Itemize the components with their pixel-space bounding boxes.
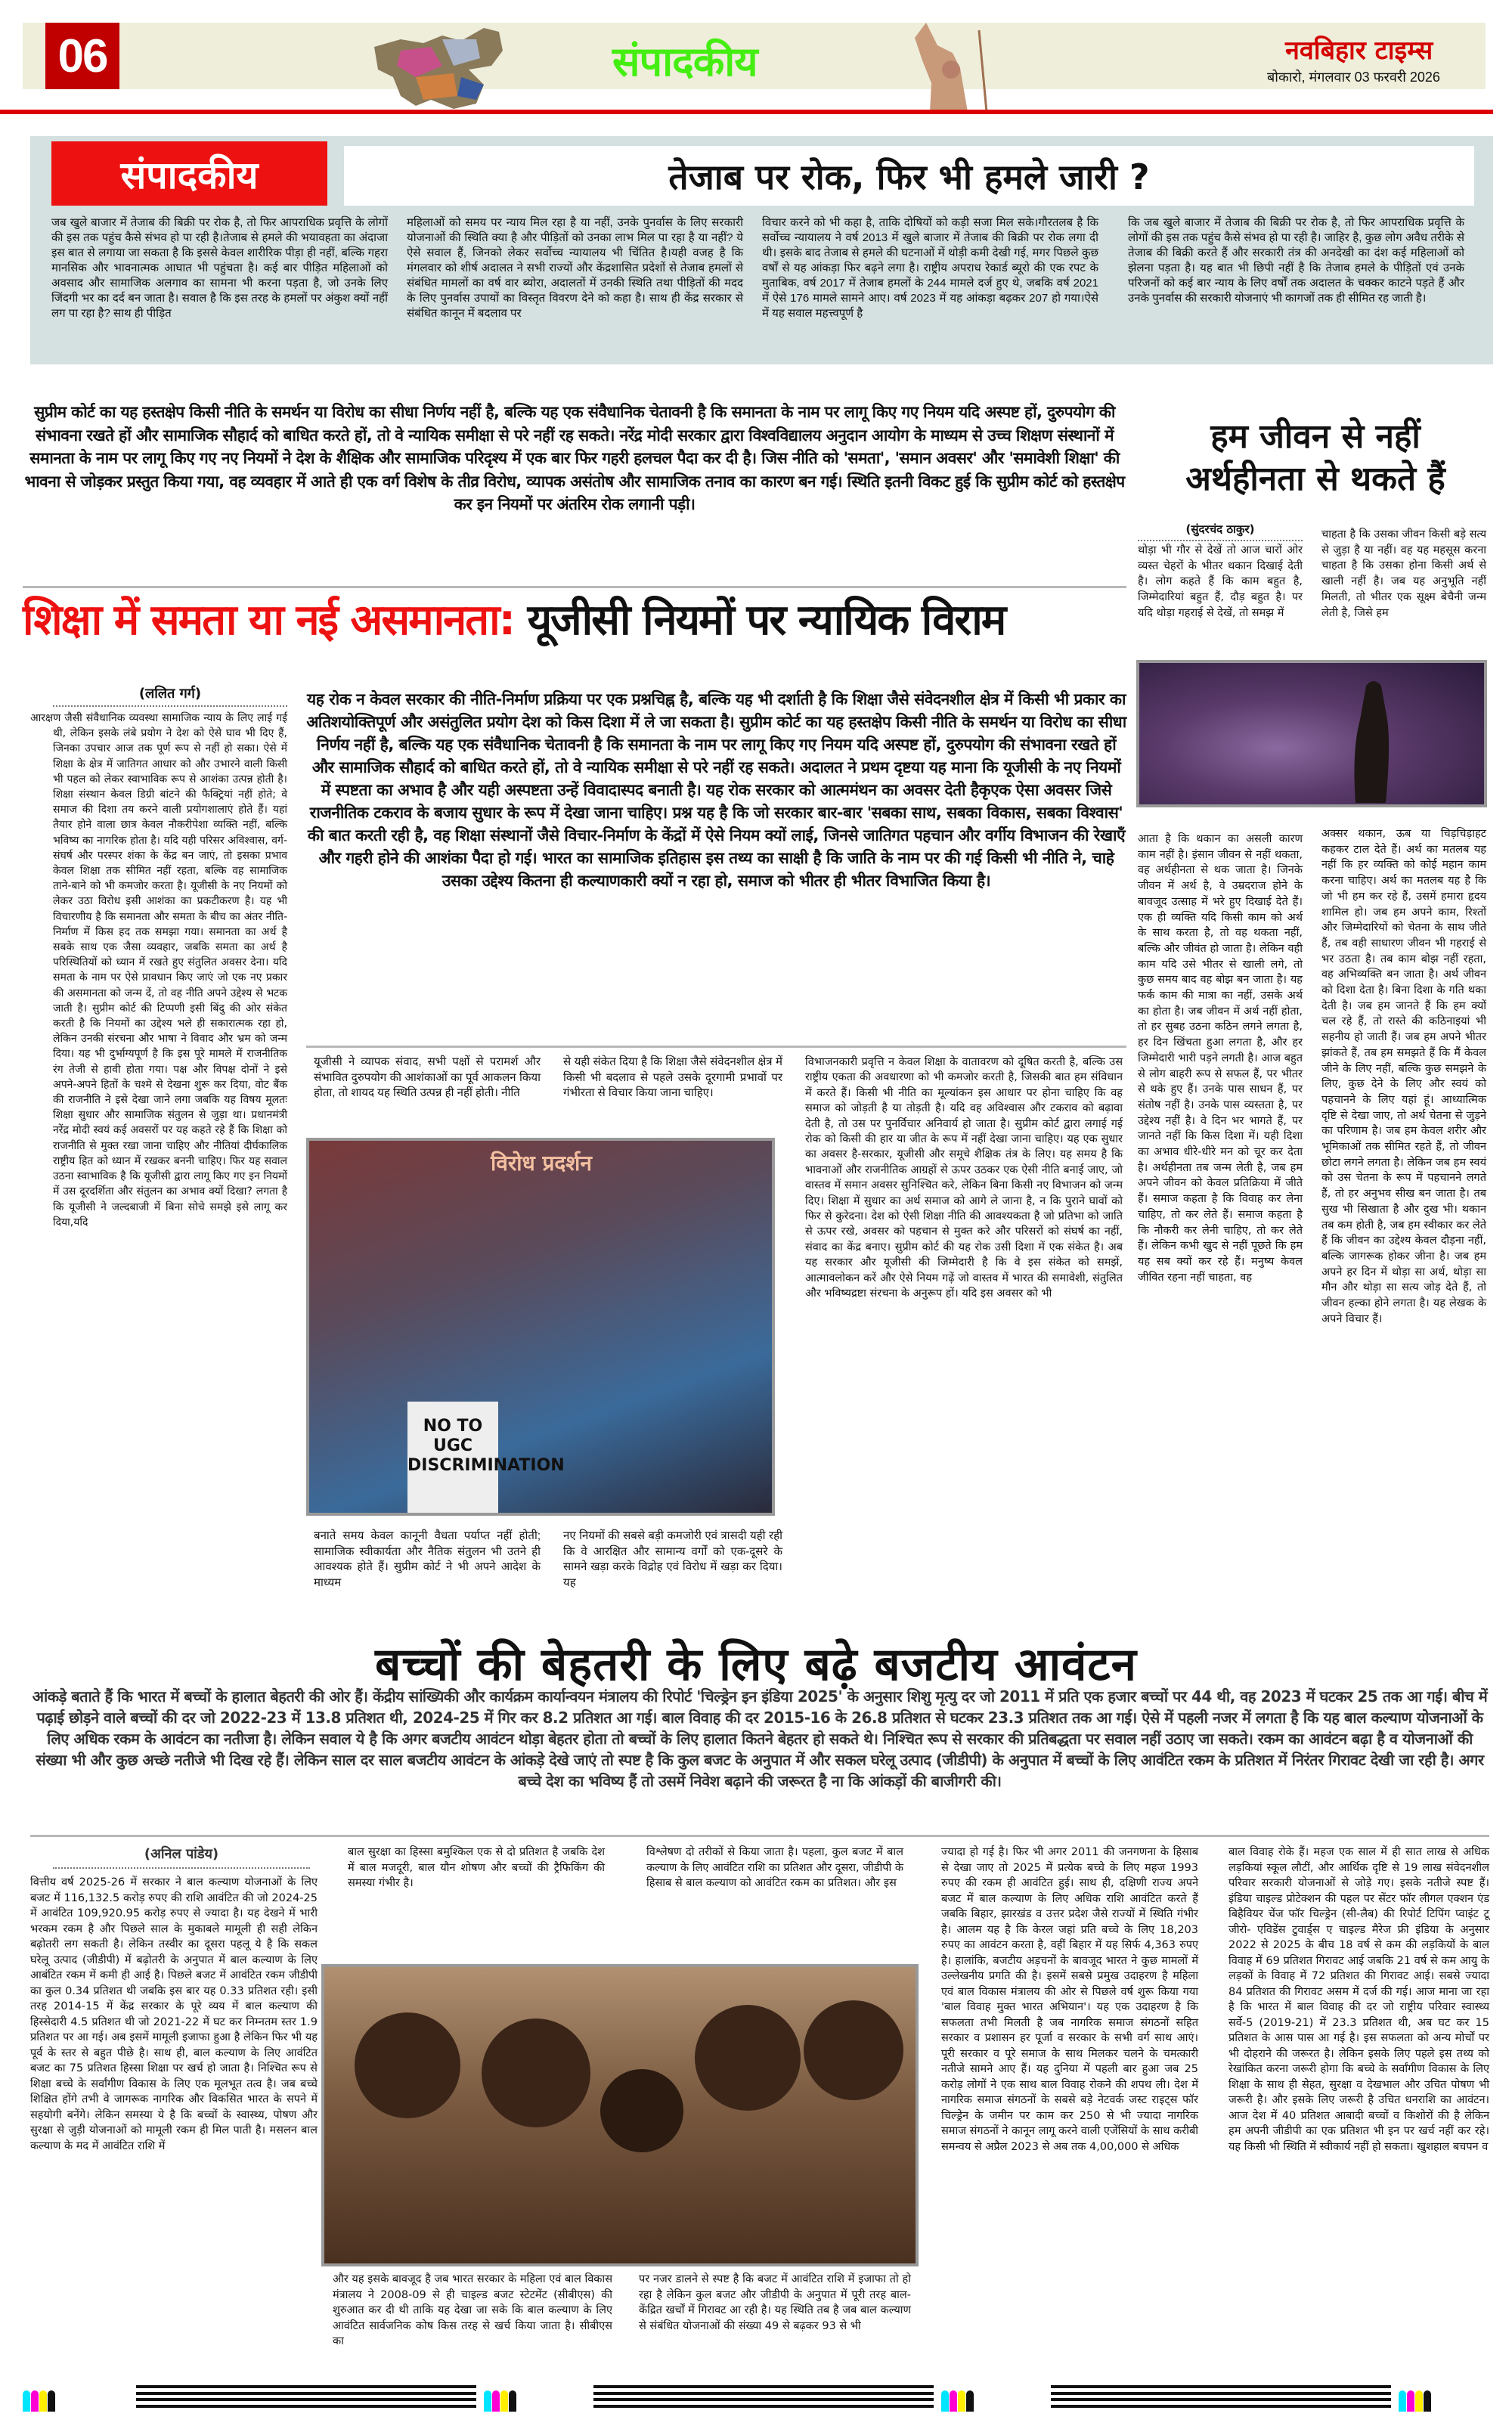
black-swatch — [1424, 2390, 1431, 2412]
protest-photo — [306, 1138, 775, 1516]
editorial-headline-box — [344, 146, 1474, 206]
ugc-right-column: विभाजनकारी प्रवृत्ति न केवल शिक्षा के वातावरण को दूषित करती है, बल्कि उस राष्ट्रीय एकता की अवधारणा को भी कमजोर करती है, जिसकी बात हम संविधान में करते हैं। किसी भी नीति का मूल्यांकन इस आधार पर होना चाहिए कि वह समाज को जोड़ती है या तोड़ती है। यदि वह अविश्वास और टकराव को बढ़ावा देती है, तो उस पर पुनर्विचार अनिवार्य हो जाता है। सुप्रीम कोर्ट द्वारा लगाई गई रोक को किसी की हार या जीत के रूप में नहीं देखा जाना चाहिए। यह एक सुधार का अवसर है-सरकार, यूजीसी और समूचे शैक्षिक तंत्र के लिए। यह समय है कि भावनाओं और राजनीतिक आग्रहों से ऊपर उठकर एक ऐसी नीति बनाई जाए, जो वास्तव में समान अवसर सुनिश्चित करे, लेकिन बिना किसी नए विभाजन को जन्म दिए। शिक्षा में सुधार का अर्थ समाज को आगे ले जाना है, न कि पुराने घावों को फिर से कुरेदना। देश को ऐसी शिक्षा नीति की आवश्यकता है जो प्रतिभा को जाति से ऊपर रखे, अवसर को पहचान से मुक्त करे और परिसरों को संघर्ष का नहीं, संवाद का केंद्र बनाए। सुप्रीम कोर्ट की यह रोक उसी दिशा में एक संकेत है। अब यह सरकार और यूजीसी की जिम्मेदारी है कि वे इस संकेत को समझें, आत्मावलोकन करें और ऐसे नियम गढ़ें जो वास्तव में भारत की समावेशी, संतुलित और भविष्यद्रष्टा संरचना के अनुरूप हों। यदि इस अवसर को भी — [805, 1056, 1123, 1300]
budget-column-1: वित्तीय वर्ष 2025-26 में सरकार ने बाल कल्याण योजनाओं के लिए बजट में 116,132.5 करोड़ रुपए की राशि आवंटित की जो 2024-25 में आवंटित 109,920.95 करोड़ रुपए से ज्यादा है। यह देखने में भारी भरकम रकम है और पिछले साल के मुकाबले मामूली ही सही लेकिन बढ़ोतरी लग सकती है। लेकिन तस्वीर का दूसरा पहलू ये है कि सकल घरेलू उत्पाद (जीडीपी) में बढ़ोतरी के अनुपात में बाल कल्याण के लिए आबंटित रकम में कमी ही आई है। पिछले बजट में आवंटित रकम जीडीपी का कुल 0.34 प्रतिशत थी जबकि इस बार यह 0.33 प्रतिशत रही। इसी तरह 2014-15 में केंद्र सरकार के पूरे व्यय में बाल कल्याण की हिस्सेदारी 4.5 प्रतिशत थी जो 2021-22 में घट कर निम्नतम स्तर 1.9 प्रतिशत पर आ गई। अब इसमें मामूली इजाफा हुआ है लेकिन फिर भी यह पूर्व के स्तर से बहुत पीछे है। साथ ही, बाल कल्याण के लिए आवंटित बजट का 75 प्रतिशत हिस्सा शिक्षा पर खर्च हो जाता है। निश्चित रूप से शिक्षा बच्चे के सर्वांगीण विकास के लिए एक मूलभूत तत्व है। जब बच्चे शिक्षित होंगे तभी वे जागरूक नागरिक और विकसित भारत के सपने में सहयोगी बनेंगे। लेकिन समस्या ये है कि बच्चों के स्वास्थ्य, पोषण और सुरक्षा से जुड़ी योजनाओं को मामूली रकम ही मिल पाती है। मसलन बाल कल्याण के मद में आवंटित राशि में — [30, 1876, 318, 2152]
cyan-swatch — [23, 2390, 30, 2412]
ugc-mid-column-1-top: यूजीसी ने व्यापक संवाद, सभी पक्षों से परामर्श और संभावित दुरुपयोग की आशंकाओं का पूर्व आकलन किया होता, तो शायद यह स्थिति उत्पन्न ही नहीं होती। नीति — [314, 1055, 541, 1099]
dateline: बोकारो, मंगलवार 03 फरवरी 2026 — [1267, 70, 1440, 85]
registration-lines — [1051, 2385, 1391, 2408]
meaning-column-2-top: चाहता है कि उसका जीवन किसी बड़े सत्य से जुड़ा है या नहीं। वह यह महसूस करना चाहता है कि उसका होना किसी अर्थ से खाली नहीं है। जब यह अनुभूति नहीं मिलती, तो भीतर एक सूक्ष्म बेचैनी जन्म लेती है, जिसे हम — [1321, 528, 1486, 619]
masthead-rule — [0, 110, 1493, 114]
budget-intro: आंकड़े बताते हैं कि भारत में बच्चों के हालात बेहतरी की ओर हैं। केंद्रीय सांख्यिकी और कार्यक्रम कार्यान्वयन मंत्रालय की रिपोर्ट 'चिल्ड्रेन इन इंडिया 2025' के अनुसार शिशु मृत्यु दर जो 2011 में प्रति एक हजार बच्चों पर 44 थी, वह 2023 में घटकर 25 तक आ गई। बीच में पढ़ाई छोड़ने वाले बच्चों की दर जो 2022-23 में 13.8 प्रतिशत थी, 2024-25 में गिर कर 8.2 प्रतिशत आ गई। बाल विवाह की दर 2015-16 के 26.8 प्रतिशत से घटकर 23.3 प्रतिशत तक आ गई। ऐसे में पहली नजर में लगता है कि यह बाल कल्याण योजनाओं के लिए अधिक रकम के आवंटन का नतीजा है। लेकिन सवाल ये है कि अगर बजटीय आवंटन थोड़ा बेहतर होता तो बच्चों के लिए हालात कितने बेहतर हो सकते थे। निश्चित रूप से सरकार की प्रतिबद्धता पर सवाल नहीं उठाए जा सकते। रकम का आवंटन बढ़ा है व योजनाओं की संख्या भी और कुछ अच्छे नतीजे भी दिख रहे हैं। लेकिन साल दर साल बजटीय आवंटन के आंकड़े देखे जाएं तो स्पष्ट है कि कुल बजट के अनुपात में और सकल घरेलू उत्पाद (जीडीपी) के अनुपात में बच्चों के लिए आवंटित रकम के प्रतिशत में निरंतर गिरावट देखी जा रही है। अगर बच्चे देश का भविष्य हैं तो उसमें निवेश बढ़ाने की जरूरत है ना कि आंकड़ों की बाजीगरी की। — [32, 1687, 1488, 1790]
budget-byline: (अनिल पांडेय) — [53, 1845, 310, 1869]
divider — [23, 586, 1126, 588]
yellow-swatch — [39, 2390, 47, 2412]
meaning-headline — [1134, 416, 1497, 500]
ugc-mid-column-2-bottom: नए नियमों की सबसे बड़ी कमजोरी एवं त्रासदी यही रही कि वे आरक्षित और सामान्य वर्गों को एक-दूसरे के सामने खड़ा करके विद्रोह एवं विरोध में खड़ा कर दिया। यह — [563, 1529, 782, 1589]
man-gazing-galaxy-illustration — [1136, 660, 1487, 807]
registration-lines — [136, 2385, 476, 2408]
editorial-badge: संपादकीय — [51, 141, 327, 206]
editorial-column-3: विचार करने को भी कहा है, ताकि दोषियों को कड़ी सजा मिल सके।गौरतलब है कि सर्वोच्च न्यायालय ने वर्ष 2013 में खुले बाजार में तेजाब की बिक्री पर रोक लगा दी थी। इसके बाद तेजाब से हमले की घटनाओं में थोड़ी कमी देखी गई, मगर पिछले कुछ वर्षों से यह आंकड़ा फिर बढ़ने लगा है। राष्ट्रीय अपराध रेकार्ड ब्यूरो की एक रपट के मुताबिक, वर्ष 2017 में तेजाब हमलों के 244 मामले दर्ज हुए थे, जबकि वर्ष 2021 में ऐसे 176 मामले सामने आए। वर्ष 2023 में यह आंकड़ा बढ़कर 207 हो गया।ऐसे में यह सवाल महत्त्वपूर्ण है — [762, 216, 1098, 320]
cyan-swatch — [1399, 2390, 1406, 2412]
meaning-headline-line-1: हम जीवन से नहीं — [1210, 417, 1421, 456]
meaning-column-1-bottom: आता है कि थकान का असली कारण काम नहीं है। इंसान जीवन से नहीं थकता, वह अर्थहीनता से थक जाता है। जिनके जीवन में अर्थ है, वे उम्रदराज होने के बावजूद उत्साह में भरे हुए दिखाई देते हैं। एक ही व्यक्ति यदि किसी काम को अर्थ के साथ करता है, तो वह थकता नहीं, बल्कि और जीवंत हो जाता है। लेकिन वही काम यदि उसे भीतर से खाली लगे, तो कुछ समय बाद वह बोझ बन जाता है। यह फर्क काम की मात्रा का नहीं, उसके अर्थ का होता है। जब जीवन में अर्थ नहीं होता, तो हर सुबह उठना कठिन लगने लगता है, हर दिन खिंचता हुआ लगता है, और हर जिम्मेदारी भारी पड़ने लगती है। आज बहुत से लोग बाहरी रूप से सफल हैं, पर भीतर से थके हुए हैं। उनके पास साधन हैं, पर संतोष नहीं है। उनके पास व्यस्तता है, पर उद्देश्य नहीं है। वे दिन भर भागते हैं, पर जानते नहीं कि किस दिशा में। यही दिशा का अभाव धीरे-धीरे मन को चूर कर देता है। अर्थहीनता तब जन्म लेती है, जब हम अपने जीवन को केवल प्रतिक्रिया में जीते हैं। समाज कहता है कि विवाह कर लेना चाहिए, तो कर लेते हैं। समाज कहता है कि नौकरी कर लेनी चाहिए, तो कर लेते हैं। लेकिन कभी खुद से नहीं पूछते कि हम यह सब क्यों कर रहे हैं। मनुष्य केवल जीवित रहना नहीं चाहता, वह — [1138, 833, 1303, 1284]
magenta-swatch — [492, 2390, 500, 2412]
ugc-byline: (ललित गर्ग) — [53, 684, 287, 707]
ugc-headline-black: यूजीसी नियमों पर न्यायिक विराम — [514, 596, 1005, 645]
cyan-swatch — [941, 2390, 949, 2412]
ugc-intro: यह रोक न केवल सरकार की नीति-निर्माण प्रक्रिया पर एक प्रश्नचिह्न है, बल्कि यह भी दर्शाती है कि शिक्षा जैसे संवेदनशील क्षेत्र में किसी भी प्रकार का अतिशयोक्तिपूर्ण और असंतुलित प्रयोग देश को किस दिशा में ले जा सकता है। सुप्रीम कोर्ट का यह हस्तक्षेप किसी नीति के समर्थन या विरोध का सीधा निर्णय नहीं है, बल्कि यह एक संवैधानिक चेतावनी है कि समानता के नाम पर लागू किए गए नियम यदि अस्पष्ट हों, दुरुपयोग की संभावना रखते हों और सामाजिक सौहार्द को बाधित करते हों, तो वे न्यायिक समीक्षा से परे नहीं रह सकते। अदालत ने प्रथम दृष्टया यह माना कि यूजीसी के नए नियमों में स्पष्टता का अभाव है और यही अस्पष्टता उन्हें विवादास्पद बनाती है। यह रोक सरकार को आत्ममंथन का अवसर देती हैकृएक ऐसा अवसर जिसे राजनीतिक टकराव के बजाय सुधार के रूप में देखा जाना चाहिए। प्रश्न यह है कि जो सरकार बार-बार 'सबका साथ, सबका विकास, सबका विश्वास' की बात करती रही है, वह शिक्षा संस्थानों जैसे विचार-निर्माण के केंद्रों में ऐसे नियम क्यों लाई, जिनसे जातिगत पहचान और वर्गीय विभाजन की रेखाएँ और गहरी होने की आशंका पैदा हो गई। भारत का सामाजिक इतिहास इस तथ्य का साक्षी है कि जाति के नाम पर की गई किसी भी नीति ने, चाहे उसका उद्देश्य कितना ही कल्याणकारी क्यों न रहा हो, समाज को भीतर ही भीतर विभाजित किया है। — [306, 690, 1126, 890]
divider — [30, 1835, 1489, 1837]
cyan-swatch — [484, 2390, 491, 2412]
cmyk-registration-mark — [23, 2381, 56, 2412]
yellow-swatch — [958, 2390, 965, 2412]
page-number: 06 — [45, 23, 119, 89]
black-swatch — [966, 2390, 974, 2412]
ugc-pull-quote: सुप्रीम कोर्ट का यह हस्तक्षेप किसी नीति के समर्थन या विरोध का सीधा निर्णय नहीं है, बल्कि यह एक संवैधानिक चेतावनी है कि समानता के नाम पर लागू किए गए नियम यदि अस्पष्ट हों, दुरुपयोग की संभावना रखते हों और सामाजिक सौहार्द को बाधित करते हों, तो वे न्यायिक समीक्षा से परे नहीं रह सकते। नरेंद्र मोदी सरकार द्वारा विश्वविद्यालय अनुदान आयोग के माध्यम से उच्च शिक्षण संस्थानों में समानता के नाम पर लागू किए गए नए नियमों ने देश के शैक्षिक और सामाजिक परिदृश्य में एक बार फिर गहरी हलचल पैदा कर दी है। जिस नीति को 'समता', 'समान अवसर' और 'समावेशी शिक्षा' की भावना से जोड़कर प्रस्तुत किया गया, वह व्यवहार में आते ही एक वर्ग विशेष के तीव्र विरोध, व्यापक असंतोष और सामाजिक तनाव का कारण बन गई। स्थिति इतनी विकट हुई कि सुप्रीम कोर्ट को हस्तक्षेप कर इन नियमों पर अंतरिम रोक लगानी पड़ी। — [24, 403, 1125, 513]
meaning-headline-line-2: अर्थहीनता से थकते हैं — [1185, 460, 1445, 498]
ugc-left-column: आरक्षण जैसी संवैधानिक व्यवस्था सामाजिक न्याय के लिए लाई गई थी, लेकिन इसके लंबे प्रयोग ने देश को ऐसे घाव भी दिए हैं, जिनका उपचार आज तक पूर्ण रूप से नहीं हो सका। ऐसे में शिक्षा के क्षेत्र में जातिगत आधार को और उभारने वाली किसी भी पहल को लेकर स्वाभाविक रूप से आशंका उत्पन्न होती है। शिक्षा संस्थान केवल डिग्री बांटने की फैक्ट्रियां नहीं होते; वे समाज की दिशा तय करने वाली प्रयोगशालाएं होते हैं। यहां तैयार होने वाला छात्र केवल नौकरीपेशा व्यक्ति नहीं, बल्कि भविष्य का नागरिक होता है। यदि यही परिसर अविश्वास, वर्ग-संघर्ष और परस्पर शंका के केंद्र बन जाएं, तो इसका प्रभाव केवल शिक्षा तक सीमित नहीं रहता, बल्कि वह सामाजिक ताने-बाने को भी कमजोर करता है। यूजीसी के नए नियमों को लेकर उठा विरोध इसी आशंका का प्रकटीकरण है। यह भी विचारणीय है कि समानता और समता के बीच का अंतर नीति-निर्माण में किस हद तक समझा गया। समानता का अर्थ है सबके साथ एक जैसा व्यवहार, जबकि समता का अर्थ है परिस्थितियों को ध्यान में रखते हुए संतुलित अवसर देना। यदि समता के नाम पर ऐसे प्रावधान किए जाएं जो एक नए प्रकार की असमानता को जन्म दें, तो वह नीति अपने उद्देश्य से भटक जाती है। सुप्रीम कोर्ट की टिप्पणी इसी बिंदु की ओर संकेत करती है कि नियमों का उद्देश्य भले ही सकारात्मक रहा हो, लेकिन उनकी संरचना और भाषा ने विवाद और भ्रम को जन्म दिया। यह भी दुर्भाग्यपूर्ण है कि इस पूरे मामले में राजनीतिक रंग तेजी से हावी होता गया। पक्ष और विपक्ष दोनों ने इसे अपने-अपने हितों के चश्मे से देखना शुरू कर दिया, वोट बैंक की राजनीति ने इसे देखा जाने लगा जबकि यह विषय मूलतः शिक्षा सुधार और सामाजिक संतुलन से जुड़ा था। प्रधानमंत्री नरेंद्र मोदी स्वयं कई अवसरों पर यह कहते रहे हैं कि शिक्षा को राजनीति से मुक्त रखा जाना चाहिए और नीतियां दीर्घकालिक राष्ट्रीय हित को ध्यान में रखकर बननी चाहिए। फिर यह सवाल उठना स्वाभाविक है कि यूजीसी द्वारा लागू किए गए इन नियमों में उस दूरदर्शिता और संतुलन का अभाव क्यों दिखा? लगता है कि यूजीसी ने जल्दबाजी में बिना सोचे समझे इसे लागू कर दिया,यदि — [30, 712, 287, 1228]
section-title: संपादकीय — [612, 38, 758, 85]
state-map-collage-image — [370, 24, 556, 111]
registration-lines — [593, 2385, 934, 2408]
black-swatch — [48, 2390, 55, 2412]
budget-column-2-bottom: और यह इसके बावजूद है जब भारत सरकार के महिला एवं बाल विकास मंत्रालय ने 2008-09 से ही चाइल्ड बजट स्टेटमेंट (सीबीएस) की शुरुआत कर दी थी ताकि यह देखा जा सके कि बाल कल्याण के लिए आवंटित सार्वजनिक कोष किस तरह से खर्च किया जाता है। सीबीएस का — [333, 2273, 612, 2347]
children-photo — [321, 1964, 919, 2266]
magenta-swatch — [31, 2390, 39, 2412]
yellow-swatch — [1415, 2390, 1423, 2412]
budget-column-5: बाल विवाह रोके हैं। महज एक साल में ही सात लाख से अधिक लड़कियां स्कूल लौटीं, और आर्थिक दृष्टि से 19 लाख संवेदनशील परिवार सरकारी योजनाओं से जोड़े गए। इसके नतीजे स्पष्ट हैं। इंडिया चाइल्ड प्रोटेक्शन की पहल पर सेंटर फॉर लीगल एक्शन एंड बिहैवियर चेंज फॉर चिल्ड्रेन (सी-लैब) की रिपोर्ट टिपिंग प्वाइंट टू जीरो- एविडेंस टुवार्ड्स ए चाइल्ड मैरेज फ्री इंडिया के अनुसार 2022 से 2025 के बीच 18 वर्ष से कम की लड़कियों के बाल विवाह में 69 प्रतिशत गिरावट आई जबकि 21 वर्ष से कम आयु के लड़कों के विवाह में 72 प्रतिशत की गिरावट आई। सबसे ज्यादा 84 प्रतिशत की गिरावट असम में दर्ज की गई। आज माना जा रहा है कि भारत में बाल विवाह की दर जो राष्ट्रीय परिवार स्वास्थ्य सर्वे-5 (2019-21) में 23.3 प्रतिशत थी, अब घट कर 15 प्रतिशत के आस पास आ गई है। इस सफलता को अन्य मोर्चों पर भी दोहराने की जरूरत है। लेकिन इसके लिए पहले इस तथ्य को रेखांकित करना जरूरी होगा कि बच्चे के सर्वांगीण विकास के लिए शिक्षा के साथ ही सेहत, सुरक्षा व देखभाल और उचित पोषण भी जरूरी है। और इसके लिए जरूरी है उचित धनराशि का आवंटन। आज देश में 40 प्रतिशत आबादी बच्चों व किशोरों की है लेकिन हम अपनी जीडीपी का एक प्रतिशत भी इन पर खर्च नहीं कर रहे। यह किसी भी स्थिति में स्वीकार्य नहीं हो सकता। खुशहाल बचपन व — [1228, 1846, 1489, 2153]
photo-banner-text: विरोध प्रदर्शन — [491, 1151, 592, 1176]
divider — [306, 1046, 1126, 1048]
editorial-headline: तेजाब पर रोक, फिर भी हमले जारी ? — [668, 156, 1150, 197]
newspaper-name: नवबिहार टाइम्स — [1285, 36, 1433, 66]
editorial-column-2: महिलाओं को समय पर न्याय मिल रहा है या नहीं, उनके पुनर्वास के लिए सरकारी योजनाओं की स्थिति क्या है और पीड़ितों को उनका लाभ मिल पा रहा है या नहीं? ये ऐसे सवाल हैं, जिनको लेकर सर्वोच्च न्यायालय भी चिंतित है।यही वजह है कि मंगलवार को शीर्ष अदालत ने सभी राज्यों और केंद्रशासित प्रदेशों से तेजाब हमलों से संबंधित मामलों का वर्ष वार ब्योरा, अदालतों में उनकी स्थिति तथा पीड़ितों की मदद के लिए पुनर्वास उपायों का विस्तृत विवरण देने को कहा है। साथ ही केंद्र सरकार से संबंधित कानून में बदलाव पर — [407, 216, 743, 320]
budget-column-3-bottom: पर नजर डालने से स्पष्ट है कि बजट में आवंटित राशि में इजाफा तो हो रहा है लेकिन कुल बजट और जीडीपी के अनुपात में पूरी तरह बाल-केंद्रित खर्चों में गिरावट आ रही है। यह स्थिति तब है जब बाल कल्याण से संबंधित योजनाओं की संख्या 49 से बढ़कर 93 से भी — [639, 2273, 911, 2332]
budget-headline: बच्चों की बेहतरी के लिए बढ़े बजटीय आवंटन — [375, 1638, 1137, 1691]
meaning-column-1-top: थोड़ा भी गौर से देखें तो आज चारों ओर व्यस्त चेहरों के भीतर थकान दिखाई देती है। लोग कहते हैं कि काम बहुत है, जिम्मेदारियां बहुत हैं, दौड़ बहुत है। पर यदि थोड़ा गहराई से देखें, तो समझ में — [1138, 544, 1303, 619]
magenta-swatch — [950, 2390, 957, 2412]
cmyk-registration-mark — [1399, 2381, 1432, 2412]
meaning-byline: (सुंदरचंद ठाकुर) — [1138, 522, 1303, 541]
magenta-swatch — [1407, 2390, 1414, 2412]
meaning-column-2-bottom: अक्सर थकान, ऊब या चिड़चिड़ाहट कहकर टाल देते हैं। अर्थ का मतलब यह नहीं कि हर व्यक्ति को कोई महान काम करना चाहिए। अर्थ का मतलब यह है कि जो भी हम कर रहे हैं, उसमें हमारा हृदय शामिल हो। जब हम अपने काम, रिश्तों और जिम्मेदारियों को चेतना के साथ जीते हैं, तब वही साधारण जीवन भी गहराई से भर उठता है। तब काम बोझ नहीं रहता, वह अभिव्यक्ति बन जाता है। अर्थ जीवन को दिशा देता है। बिना दिशा के गति थका देती है। जब हम जानते हैं कि हम क्यों चल रहे हैं, तो रास्ते की कठिनाइयां भी सहनीय हो जाती हैं। जब हम अपने भीतर झांकते हैं, तब हम समझते हैं कि मैं केवल जीने के लिए नहीं, बल्कि कुछ समझने के लिए, कुछ देने के लिए और स्वयं को पहचानने के लिए यहां हूं। आध्यात्मिक दृष्टि से देखा जाए, तो अर्थ चेतना से जुड़ने का परिणाम है। जब हम केवल शरीर और भूमिकाओं तक सीमित रहते हैं, तो जीवन छोटा लगने लगता है। लेकिन जब हम स्वयं को उस चेतना के रूप में पहचानने लगते हैं, तो हर अनुभव सीख बन जाता है। तब सुख भी सिखाता है और दुख भी। थकान तब कम होती है, जब हम स्वीकार कर लेते हैं कि जीवन का उद्देश्य केवल दौड़ना नहीं, बल्कि जागरूक होकर जीना है। जब हम अपने हर दिन में थोड़ा सा अर्थ, थोड़ा सा मौन और थोड़ा सा सत्य जोड़ देते हैं, तो जीवन हल्का होने लगता है। यह लेखक के अपने विचार हैं। — [1321, 828, 1486, 1325]
ugc-mid-column-2-top: से यही संकेत दिया है कि शिक्षा जैसे संवेदनशील क्षेत्र में किसी भी बदलाव से पहले उसके दूरगामी प्रभावों पर गंभीरता से विचार किया जाना चाहिए। — [563, 1055, 782, 1099]
budget-column-4: ज्यादा हो गई है। फिर भी अगर 2011 की जनगणना के हिसाब से देखा जाए तो 2025 में प्रत्येक बच्चे के लिए महज 1993 रुपए की रकम ही आवंटित हुई। साथ ही, दक्षिणी राज्य अपने बजट में बाल कल्याण के लिए अधिक राशि आवंटित करते हैं जबकि बिहार, झारखंड व उत्तर प्रदेश जैसे राज्यों में स्थिति गंभीर है। आलम यह है कि केरल जहां प्रति बच्चे के लिए 18,203 रुपए का आवंटन करता है, वहीं बिहार में यह सिर्फ 4,363 रुपए है। हालांकि, बजटीय अड़चनों के बावजूद भारत ने कुछ मामलों में उल्लेखनीय प्रगति की है। इसमें सबसे प्रमुख उदाहरण है महिला एवं बाल विकास मंत्रालय की ओर से पिछले वर्ष शुरू किया गया 'बाल विवाह मुक्त भारत अभियान'। यह एक उदाहरण है कि सफलता तभी मिलती है जब नागरिक समाज संगठनों सहित सरकार व प्रशासन हर पूर्जा व सरकार के सभी वर्ग साथ आएं। पूरी सरकार व पूरे समाज के साथ मिलकर चलने के चमत्कारी नतीजे सामने आए हैं। यह दुनिया में पहली बार हुआ जब 25 करोड़ लोगों ने एक साथ बाल विवाह रोकने की शपथ ली। देश में नागरिक समाज संगठनों के सबसे बड़े नेटवर्क जस्ट राइट्स फॉर चिल्ड्रेन के जमीन पर काम कर 250 से भी ज्यादा नागरिक समाज संगठनों ने कानून लागू करने वाली एजेंसियों के साथ करीबी समन्वय से अप्रैल 2023 से अब तक 4,00,000 से अधिक — [941, 1846, 1198, 2153]
archer-statue-image — [885, 23, 1013, 112]
budget-column-3-top: विश्लेषण दो तरीकों से किया जाता है। पहला, कुल बजट में बाल कल्याण के लिए आवंटित राशि का प्रतिशत और दूसरा, जीडीपी के हिसाब से बाल कल्याण को आवंटित रकम का प्रतिशत। और इस — [646, 1846, 903, 1889]
yellow-swatch — [500, 2390, 508, 2412]
ugc-mid-column-1-bottom: बनाते समय केवल कानूनी वैधता पर्याप्त नहीं होती; सामाजिक स्वीकार्यता और नैतिक संतुलन भी उतने ही आवश्यक होते हैं। सुप्रीम कोर्ट ने भी अपने आदेश के माध्यम — [314, 1529, 541, 1589]
ugc-headline — [23, 590, 1126, 647]
photo-placard: NO TO UGC DISCRIMINATION — [407, 1402, 498, 1515]
editorial-column-1: जब खुले बाजार में तेजाब की बिक्री पर रोक है, तो फिर आपराधिक प्रवृत्ति के लोगों की इस तक पहुंच कैसे संभव हो पा रही है।तेजाब से हमले की भयावहता का अंदाजा इस बात से लगाया जा सकता है कि इससे केवल शारीरिक पीड़ा ही नहीं, बल्कि गहरा मानसिक और भावनात्मक आघात भी पहुंचता है। कई बार पीड़ित महिलाओं को अवसाद और सामाजिक अलगाव का सामना भी करना पड़ता है, जो उनके लिए जिंदगी भर का दर्द बन जाता है। सवाल है कि इस तरह के हमलों पर अंकुश क्यों नहीं लग पा रहा है? साथ ही पीड़ित — [51, 216, 388, 320]
cmyk-registration-mark — [484, 2381, 517, 2412]
editorial-column-4: कि जब खुले बाजार में तेजाब की बिक्री पर रोक है, तो फिर आपराधिक प्रवृत्ति के लोगों की इस तक पहुंच कैसे संभव हो पा रही है। जाहिर है, कुछ लोग अवैध तरीके से तेजाब की बिक्री करते हैं और सरकारी तंत्र की अनदेखी का दंश कई महिलाओं को झेलना पड़ता है। यह बात भी छिपी नहीं है कि तेजाब हमले के पीड़ितों एवं उनके परिजनों को कई बार न्याय के लिए वर्षों तक अदालत के चक्कर काटने पड़ते हैं और उनके पुनर्वास की सरकारी योजनाएं भी कागजों तक ही सीमित रह जाती है। — [1128, 216, 1464, 305]
ugc-headline-red: शिक्षा में समता या नई असमानता: — [23, 596, 515, 645]
cmyk-registration-mark — [941, 2381, 974, 2412]
budget-column-2-top: बाल सुरक्षा का हिस्सा बमुश्किल एक से दो प्रतिशत है जबकि देश में बाल मजदूरी, बाल यौन शोषण और बच्चों की ट्रैफिकिंग की समस्या गंभीर है। — [348, 1846, 605, 1889]
black-swatch — [509, 2390, 516, 2412]
